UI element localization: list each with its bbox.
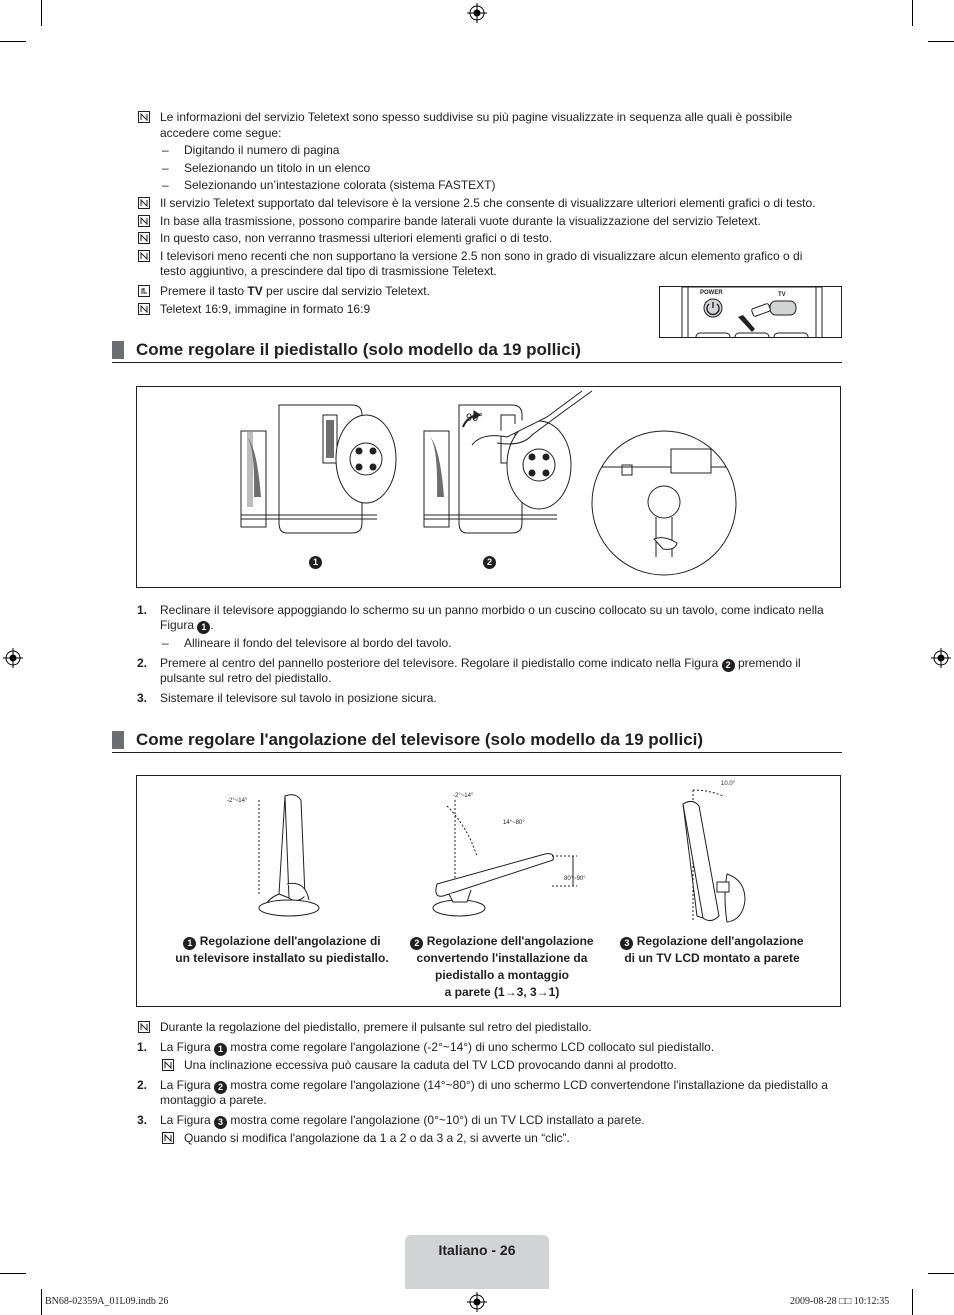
section-title: Come regolare il piedistallo (solo modello da 19 pollici): [136, 340, 581, 359]
list-item: Allineare il fondo del televisore al bordo del tavolo.: [184, 636, 452, 650]
note-icon: [138, 197, 150, 209]
heading-rule: [112, 362, 842, 363]
figure-caption: 1 Regolazione dell'angolazione di un televisore installato su piedistallo.: [175, 934, 389, 965]
crop-mark: [0, 41, 26, 42]
angle-label: 80°~90°: [564, 876, 586, 882]
figure-caption: 3 Regolazione dell'angolazione di un TV LCD montato a parete: [607, 933, 817, 967]
note-text: Quando si modifica l'angolazione da 1 a 2 o da 3 a 2, si avverte un “clic”.: [184, 1131, 570, 1145]
registration-mark-icon: [467, 1292, 487, 1312]
dash-bullet: –: [162, 178, 169, 192]
note-icon: [138, 111, 150, 123]
list-item: Selezionando un’intestazione colorata (sistema FASTEXT): [184, 178, 496, 192]
step-number: 3.: [137, 691, 148, 705]
tv-label: TV: [778, 292, 786, 298]
note-text: Durante la regolazione del piedistallo, premere il pulsante sul retro del piedistallo.: [160, 1020, 592, 1034]
angle-label: -2°~14°: [453, 793, 474, 799]
note-icon: [138, 215, 150, 227]
note-text: Teletext 16:9, immagine in formato 16:9: [160, 302, 371, 316]
print-timestamp: 2009-08-28 □□ 10:12:35: [790, 1296, 890, 1307]
note-text: testo aggiuntivo, a prescindere dal tipo di trasmissione Teletext.: [160, 264, 497, 278]
heading-bar: [112, 341, 124, 359]
figure-caption: 2 Regolazione dell'angolazione convertendo l'installazione da piedistallo a montaggio a parete (1→3, 3→1): [397, 933, 607, 1001]
note-icon: [138, 1021, 150, 1033]
power-label: POWER: [700, 290, 723, 296]
page-number: Italiano - 26: [438, 1242, 516, 1258]
note-icon: [138, 250, 150, 262]
step-text: La Figura 2 mostra come regolare l'angolazione (14°~80°) di uno schermo LCD convertendone l'installazione da piedistallo a: [160, 1078, 828, 1092]
crop-mark: [912, 1289, 913, 1315]
step-text: pulsante sul retro del piedistallo.: [160, 671, 332, 685]
step-text: Premere al centro del pannello posteriore del televisore. Regolare il piedistallo come indicato nella Figura 2 premendo il: [160, 656, 801, 670]
note-text: accedere come segue:: [160, 126, 282, 140]
crop-mark: [928, 1273, 954, 1274]
angle-figure: [136, 775, 841, 1007]
dash-bullet: –: [162, 161, 169, 175]
list-item: Selezionando un titolo in un elenco: [184, 161, 371, 175]
note-icon: [162, 1059, 174, 1071]
note-text: Una inclinazione eccessiva può causare la caduta del TV LCD provocando danni al prodotto.: [184, 1058, 677, 1072]
section-title: Come regolare l'angolazione del televisore (solo modello da 19 pollici): [136, 730, 704, 749]
step-text: montaggio a parete.: [160, 1093, 267, 1107]
note-icon: [138, 303, 150, 315]
note-text: In base alla trasmissione, possono comparire bande laterali vuote durante la visualizzazione del servizio Teletext.: [160, 214, 761, 228]
list-item: Digitando il numero di pagina: [184, 143, 340, 157]
note-text: In questo caso, non verranno trasmessi ulteriori elementi grafici o di testo.: [160, 231, 553, 245]
step-number: 2.: [137, 1078, 148, 1092]
page-number-tab: [405, 1235, 549, 1289]
crop-mark: [41, 0, 42, 26]
crop-mark: [928, 41, 954, 42]
dash-bullet: –: [162, 143, 169, 157]
step-number: 1.: [137, 1040, 148, 1054]
note-text: Le informazioni del servizio Teletext sono spesso suddivise su più pagine visualizzate in sequenza alle quali è possibile: [160, 110, 793, 124]
step-text: La Figura 1 mostra come regolare l'angolazione (-2°~14°) di uno schermo LCD collocato sul piedistallo.: [160, 1040, 715, 1054]
registration-mark-icon: [3, 648, 23, 668]
step-text: La Figura 3 mostra come regolare l'angolazione (0°~10°) di un TV LCD installato a parete.: [160, 1113, 645, 1127]
step-text: Sistemare il televisore sul tavolo in posizione sicura.: [160, 691, 437, 705]
step-number: 1.: [137, 603, 148, 617]
heading-bar: [112, 731, 124, 749]
crop-mark: [0, 1273, 26, 1274]
note-icon: [162, 1132, 174, 1144]
remote-illustration: [659, 286, 842, 338]
step-number: 2.: [137, 656, 148, 670]
registration-mark-icon: [467, 3, 487, 23]
step-text: Figura 1 .: [160, 618, 214, 632]
step-text: Reclinare il televisore appoggiando lo schermo su un panno morbido o un cuscino collocato su un tavolo, come indicato nella: [160, 603, 824, 617]
crop-mark: [912, 0, 913, 26]
angle-label: 90°: [466, 412, 483, 424]
figure-number: 1: [309, 553, 322, 569]
section-heading: [112, 729, 842, 753]
step-number: 3.: [137, 1113, 148, 1127]
note-text: Il servizio Teletext supportato dal televisore è la versione 2.5 che consente di visualizzare ulteriori elementi grafici o di testo.: [160, 196, 816, 210]
crop-mark: [41, 1289, 42, 1315]
figure-number: 2: [483, 553, 496, 569]
angle-label: 14°~80°: [503, 820, 525, 826]
angle-label: 10.0°: [721, 781, 736, 787]
angle-label: -2°~14°: [227, 798, 248, 804]
heading-rule: [112, 752, 842, 753]
note-icon: [138, 232, 150, 244]
stand-figure: [136, 386, 841, 588]
press-tv-text: Premere il tasto TV per uscire dal servizio Teletext.: [160, 284, 430, 298]
registration-mark-icon: [931, 648, 951, 668]
dash-bullet: –: [162, 636, 169, 650]
print-slug: BN68-02359A_01L09.indb 26: [45, 1296, 169, 1307]
press-icon: [138, 285, 150, 297]
note-text: I televisori meno recenti che non supportano la versione 2.5 non sono in grado di visualizzare alcun elemento grafico o di: [160, 249, 803, 263]
section-heading: [112, 339, 842, 363]
